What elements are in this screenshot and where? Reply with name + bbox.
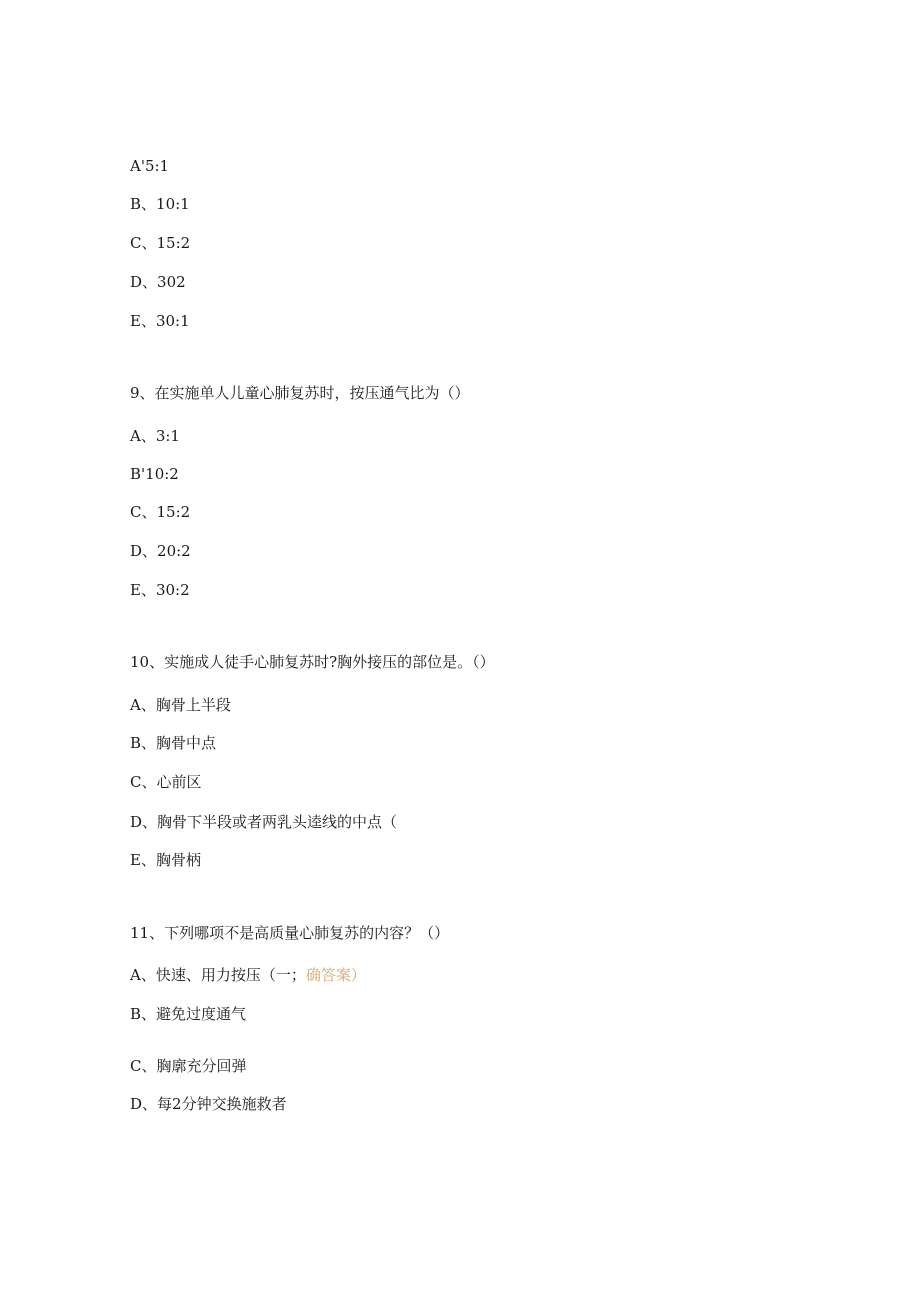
q11-option-b: B、避免过度通气 (130, 1005, 247, 1023)
q9-option-e: E、30:2 (130, 581, 190, 599)
q11-option-a-text: A、快速、用力按压（一； (130, 966, 306, 984)
q11-option-d: D、每2分钟交换施救者 (130, 1095, 287, 1113)
q10-option-a: A、胸骨上半段 (130, 696, 231, 714)
q10-option-b: B、胸骨中点 (130, 734, 217, 752)
q8-option-b: B、10:1 (130, 195, 190, 213)
q8-option-a: A'5:1 (130, 157, 170, 175)
q10-question: 10、实施成人徒手心肺复苏时?胸外接压的部位是。（） (130, 653, 495, 671)
q10-option-e: E、胸骨柄 (130, 851, 201, 869)
q10-option-d: D、胸骨下半段或者两乳头逵线的中点（ (130, 813, 398, 831)
q8-option-d: D、302 (130, 273, 186, 291)
q10-option-c: C、心前区 (130, 773, 202, 791)
q9-option-b: B'10:2 (130, 465, 179, 483)
q8-option-e: E、30:1 (130, 312, 190, 330)
q9-option-c: C、15:2 (130, 503, 191, 521)
q11-answer-highlight: 确答案） (305, 966, 366, 984)
q11-question: 11、下列哪项不是高质量心肺复苏的内容？（） (130, 924, 450, 942)
q8-option-c: C、15:2 (130, 234, 191, 252)
q9-option-d: D、20:2 (130, 542, 191, 560)
q11-option-a (130, 965, 366, 985)
q9-option-a: A、3:1 (130, 427, 180, 445)
q11-option-c: C、胸廓充分回弹 (130, 1057, 247, 1075)
q9-question: 9、在实施单人儿童心肺复苏时，按压通气比为（） (130, 384, 470, 402)
